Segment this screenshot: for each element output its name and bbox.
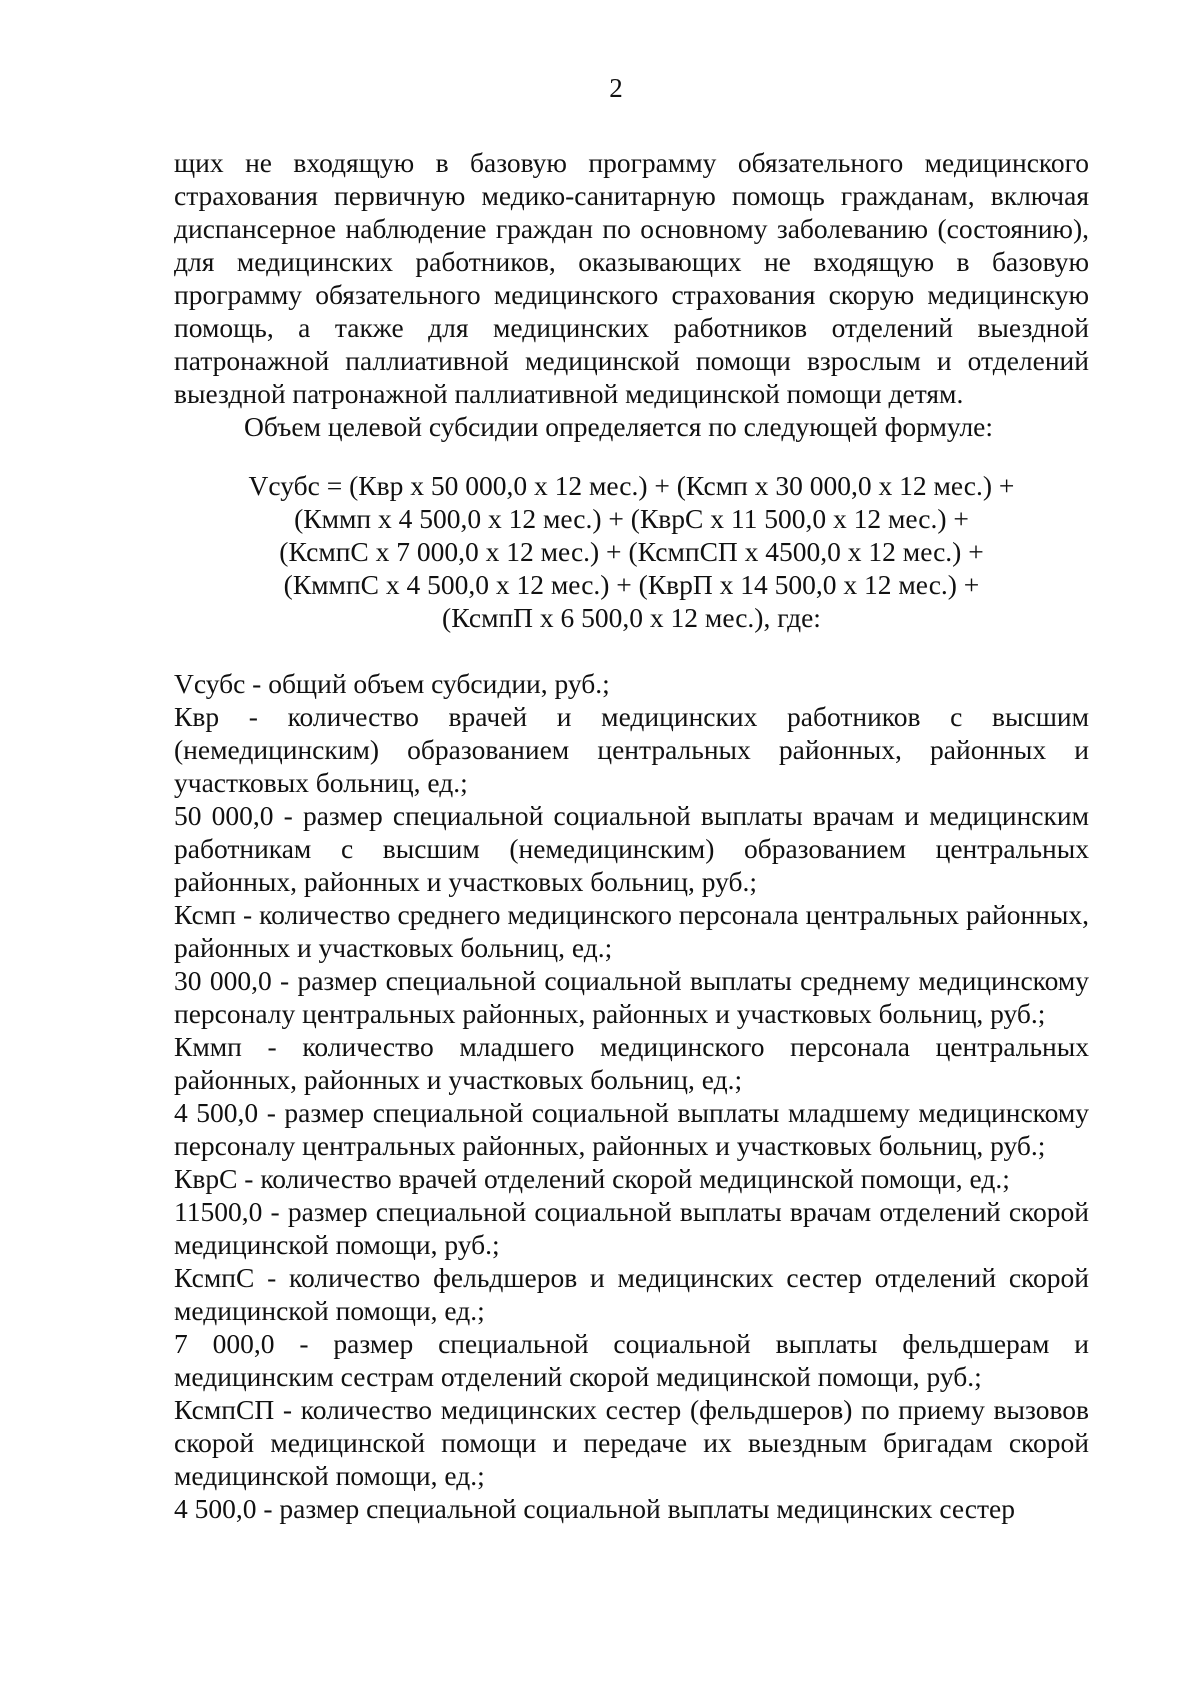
definition-item: 11500,0 - размер специальной социальной выплаты врачам отделений скорой медицинской помощи, руб.; xyxy=(174,1196,1089,1260)
intro-paragraph: щих не входящую в базовую программу обязательного медицинского страхования первичную медико-санитарную помощь гражданам, включая диспансерное наблюдение граждан по основному заболеванию (состоянию), для медицинских работников, оказывающих не входящую в базовую программу обязательного медицинского страхования скорую медицинскую помощь, а также для медицинских работников отделений выездной патронажной паллиативной медицинской помощи взрослым и отделений выездной патронажной паллиативной медицинской помощи детям. xyxy=(174,147,1089,409)
intro-section xyxy=(174,146,1089,443)
formula-block xyxy=(174,469,1089,634)
definition-item: КсмпС - количество фельдшеров и медицинских сестер отделений скорой медицинской помощи, ед.; xyxy=(174,1262,1089,1326)
formula-line: (КсмпС х 7 000,0 х 12 мес.) + (КсмпСП х 4500,0 х 12 мес.) + xyxy=(279,536,984,567)
definitions-list xyxy=(174,667,1089,1525)
definition-item: 7 000,0 - размер специальной социальной выплаты фельдшерам и медицинским сестрам отделений скорой медицинской помощи, руб.; xyxy=(174,1328,1089,1392)
page-number: 2 xyxy=(609,73,623,103)
formula-line: Vсубс = (Квр х 50 000,0 х 12 мес.) + (Ксмп х 30 000,0 х 12 мес.) + xyxy=(248,470,1015,501)
definition-item: Vсубс - общий объем субсидии, руб.; xyxy=(174,668,610,699)
definition-item: 4 500,0 - размер специальной социальной выплаты младшему медицинскому персоналу центральных районных, районных и участковых больниц, руб.; xyxy=(174,1097,1089,1161)
definition-item: КврС - количество врачей отделений скорой медицинской помощи, ед.; xyxy=(174,1163,1010,1194)
definition-item: Кммп - количество младшего медицинского персонала центральных районных, районных и участковых больниц, ед.; xyxy=(174,1031,1089,1095)
formula-intro: Объем целевой субсидии определяется по следующей формуле: xyxy=(244,411,994,442)
formula-line: (Кммп х 4 500,0 х 12 мес.) + (КврС х 11 500,0 х 12 мес.) + xyxy=(294,503,969,534)
definition-item: Ксмп - количество среднего медицинского персонала центральных районных, районных и участковых больниц, ед.; xyxy=(174,899,1089,963)
definition-item: КсмпСП - количество медицинских сестер (фельдшеров) по приему вызовов скорой медицинской помощи и передаче их выездным бригадам скорой медицинской помощи, ед.; xyxy=(174,1394,1089,1491)
formula-line: (КсмпП х 6 500,0 х 12 мес.), где: xyxy=(442,602,821,633)
definition-item: 4 500,0 - размер специальной социальной выплаты медицинских сестер xyxy=(174,1493,1015,1524)
definition-item: 50 000,0 - размер специальной социальной выплаты врачам и медицинским работникам с высшим (немедицинским) образованием центральных районных, районных и участковых больниц, руб.; xyxy=(174,800,1089,897)
definition-item: Квр - количество врачей и медицинских работников с высшим (немедицинским) образованием центральных районных, районных и участковых больниц, ед.; xyxy=(174,701,1089,798)
definition-item: 30 000,0 - размер специальной социальной выплаты среднему медицинскому персоналу центральных районных, районных и участковых больниц, руб.; xyxy=(174,965,1089,1029)
formula-line: (КммпС х 4 500,0 х 12 мес.) + (КврП х 14 500,0 х 12 мес.) + xyxy=(283,569,980,600)
